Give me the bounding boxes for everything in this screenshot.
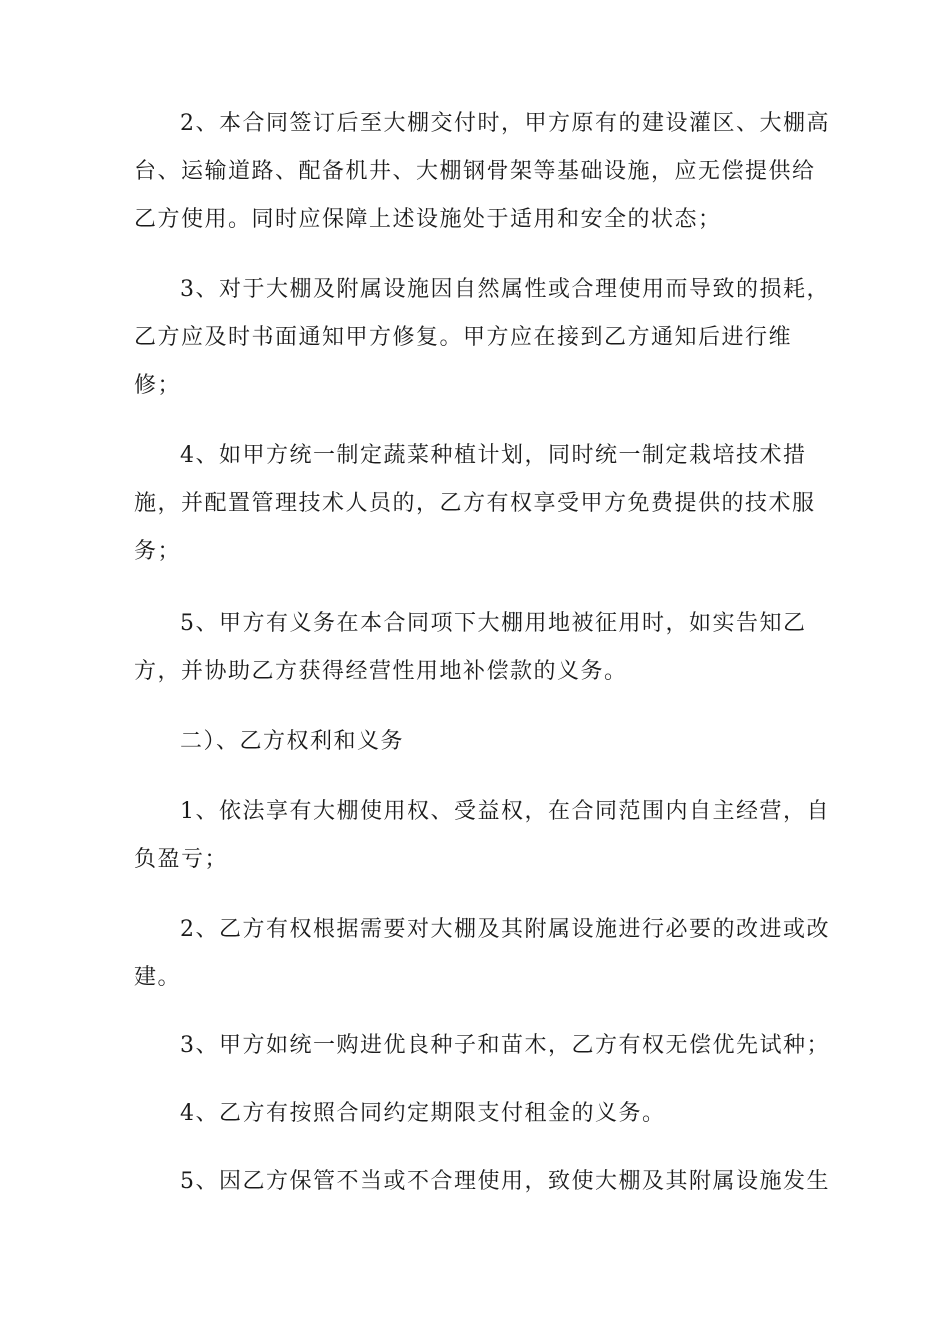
paragraph-1-line-3: 乙方使用。同时应保障上述设施处于适用和安全的状态； — [134, 207, 722, 232]
paragraph-3-line-2: 施，并配置管理技术人员的，乙方有权享受甲方免费提供的技术服 — [134, 491, 816, 516]
paragraph-9-line-1: 5、因乙方保管不当或不合理使用，致使大棚及其附属设施发生 — [180, 1169, 830, 1194]
paragraph-2-line-3: 修； — [134, 373, 182, 398]
paragraph-6-line-1: 2、乙方有权根据需要对大棚及其附属设施进行必要的改进或改 — [180, 917, 830, 942]
paragraph-2-line-1: 3、对于大棚及附属设施因自然属性或合理使用而导致的损耗， — [180, 277, 830, 302]
paragraph-4-line-1: 5、甲方有义务在本合同项下大棚用地被征用时，如实告知乙 — [180, 611, 807, 636]
paragraph-4-line-2: 方，并协助乙方获得经营性用地补偿款的义务。 — [134, 659, 628, 684]
paragraph-1-line-2: 台、运输道路、配备机井、大棚钢骨架等基础设施，应无偿提供给 — [134, 159, 816, 184]
paragraph-3-line-3: 务； — [134, 539, 182, 564]
paragraph-6-line-2: 建。 — [134, 965, 182, 990]
paragraph-5-line-1: 1、依法享有大棚使用权、受益权，在合同范围内自主经营，自 — [180, 799, 830, 824]
paragraph-8-line-1: 4、乙方有按照合同约定期限支付租金的义务。 — [180, 1101, 666, 1126]
paragraph-2-line-2: 乙方应及时书面通知甲方修复。甲方应在接到乙方通知后进行维 — [134, 325, 793, 350]
paragraph-5-line-2: 负盈亏； — [134, 847, 229, 872]
section-heading: 二）、乙方权利和义务 — [180, 729, 405, 754]
paragraph-7-line-1: 3、甲方如统一购进优良种子和苗木，乙方有权无偿优先试种； — [180, 1033, 830, 1058]
paragraph-1-line-1: 2、本合同签订后至大棚交付时，甲方原有的建设灌区、大棚高 — [180, 111, 830, 136]
paragraph-3-line-1: 4、如甲方统一制定蔬菜种植计划，同时统一制定栽培技术措 — [180, 443, 807, 468]
